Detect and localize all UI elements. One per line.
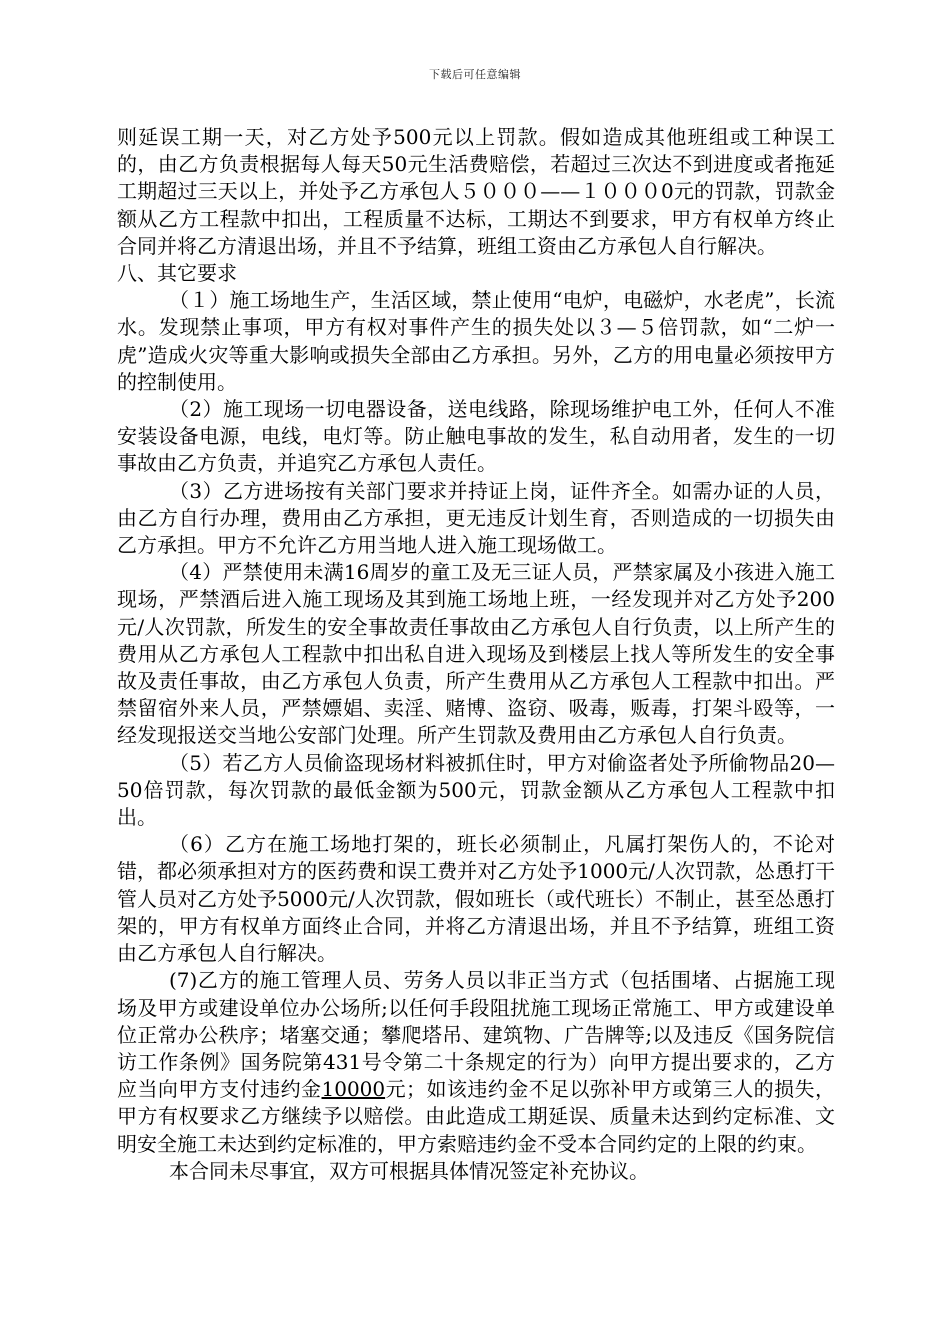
clause-7-text-part2: 元；如该违约金不足以弥补甲方或第三人的损失，甲方有权要求乙方继续予以赔偿。由此造成工期延误、质量未达到约定标准、文明安全施工未达到约定标准的，甲方索赔违约金不受本合同约定的上限的约束。 [117, 1077, 836, 1156]
clause-6-fighting: （6）乙方在施工场地打架的，班长必须制止，凡属打架伤人的，不论对错，都必须承担对方的医药费和误工费并对乙方处予1000元/人次罚款，怂恿打干管人员对乙方处予5000元/人次罚款，假如班长（或代班长）不制止，甚至怂恿打架的，甲方有权单方面终止合同，并将乙方清退出场，并且不予结算，班组工资由乙方承包人自行解决。 [117, 832, 835, 966]
clause-3-certificates: （3）乙方进场按有关部门要求并持证上岗，证件齐全。如需办证的人员，由乙方自行办理，费用由乙方承担，更无违反计划生育，否则造成的一切损失由乙方承担。甲方不允许乙方用当地人进入施工现场做工。 [117, 478, 835, 558]
clause-5-theft: （5）若乙方人员偷盗现场材料被抓住时，甲方对偷盗者处予所偷物品20—50倍罚款，每次罚款的最低金额为500元，罚款金额从乙方承包人工程款中扣出。 [117, 750, 835, 830]
clause-2-electrical-equipment: （2）施工现场一切电器设备，送电线路，除现场维护电工外，任何人不准安装设备电源，电线，电灯等。防止触电事故的发生，私自动用者，发生的一切事故由乙方负责，并追究乙方承包人责任。 [117, 397, 835, 476]
penalty-amount: 10000 [321, 1077, 386, 1102]
page-header: 下载后可任意编辑 [429, 68, 521, 81]
closing-statement: 本合同未尽事宜，双方可根据具体情况签定补充协议。 [169, 1158, 649, 1183]
document-body [117, 124, 835, 1185]
clause-7-text-part1: (7)乙方的施工管理人员、劳务人员以非正当方式（包括围堵、占据施工现场及甲方或建设单位办公场所;以任何手段阻扰施工现场正常施工、甲方或建设单位正常办公秩序；堵塞交通；攀爬塔吊、建筑物、广告牌等;以及违反《国务院信访工作条例》国务院第431号令第二十条规定的行为）向甲方提出要求的，乙方应当向甲方支付违约金 [117, 968, 835, 1102]
clause-7-improper-demands [117, 967, 835, 1157]
paragraph-penalty-delay: 则延误工期一天，对乙方处予500元以上罚款。假如造成其他班组或工种误工的，由乙方负责根据每人每天50元生活费赔偿，若超过三次达不到进度或者拖延工期超过三天以上，并处予乙方承包人５０００——１０００0元的罚款，罚款金额从乙方工程款中扣出，工程质量不达标，工期达不到要求，甲方有权单方终止合同并将乙方清退出场，并且不予结算，班组工资由乙方承包人自行解决。 [117, 125, 835, 258]
clause-1-electric-appliances: （１）施工场地生产，生活区域，禁止使用“电炉，电磁炉，水老虎”，长流水。发现禁止事项，甲方有权对事件产生的损失处以３—５倍罚款，如“二炉一虎”造成火灾等重大影响或损失全部由乙方承担。另外，乙方的用电量必须按甲方的控制使用。 [117, 288, 835, 394]
clause-4-child-labor: （4）严禁使用未满16周岁的童工及无三证人员，严禁家属及小孩进入施工现场，严禁酒后进入施工现场及其到施工场地上班，一经发现并对乙方处予200元/人次罚款，所发生的安全事故责任事故由乙方承包人自行负责，以上所产生的费用从乙方承包人工程款中扣出私自进入现场及到楼层上找人等所发生的安全事故及责任事故，由乙方承包人负责，所产生费用从乙方承包人工程款中扣出。严禁留宿外来人员，严禁嫖娼、卖淫、赌博、盗窃、吸毒，贩毒，打架斗殴等，一经发现报送交当地公安部门处理。所产生罚款及费用由乙方承包人自行负责。 [117, 560, 835, 748]
section-heading-other-requirements: 八、其它要求 [117, 261, 237, 286]
